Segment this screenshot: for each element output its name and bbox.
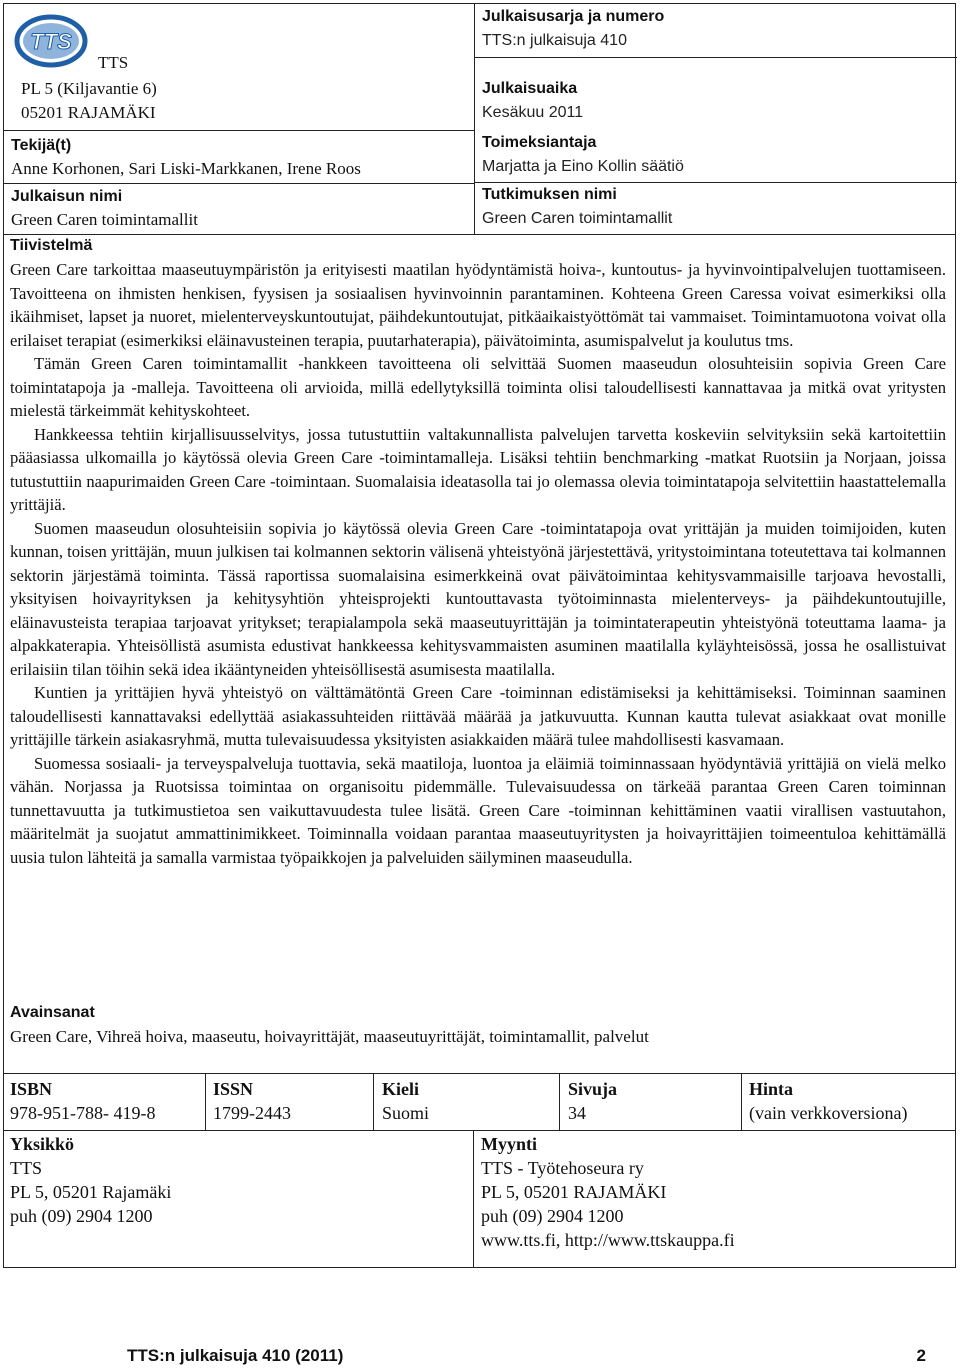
- address-line-1: PL 5 (Kiljavantie 6): [21, 79, 157, 98]
- date-label: Julkaisuaika: [482, 80, 578, 97]
- divider: [3, 130, 475, 131]
- unit-line: puh (09) 2904 1200: [10, 1206, 153, 1226]
- footer-series: TTS:n julkaisuja 410 (2011): [127, 1346, 344, 1365]
- study-name-label: Tutkimuksen nimi: [482, 186, 617, 203]
- page-footer: [0, 1346, 960, 1370]
- info-table: [3, 1073, 956, 1268]
- pages-label: Sivuja: [568, 1079, 618, 1099]
- sales-line: puh (09) 2904 1200: [481, 1206, 624, 1226]
- isbn: 978-951-788- 419-8: [10, 1103, 156, 1123]
- abstract-paragraph: Green Care tarkoittaa maaseutuympäristön ja erityisesti maatilan hyödyntämistä hoiva-, kuntoutus- ja hyvinvointipalvelujen tuottamiseen. Tavoitteena on ihmisten henkisen, fyysisen ja sosiaalisen hyvinvoinnin parantaminen. Kohteena Green Caressa voivat esimerkiksi olla ikäihmiset, lapset ja nuoret, mielenterveyskuntoutujat, päihdekuntoutujat, pitkäaikaistyöttömät tai vammaiset. Toimintamuotona voivat olla erilaiset terapiat (esimerkiksi eläinavusteinen terapia, puutarhaterapia), päivätoiminta, asumispalvelut ja koulutus tms.: [10, 260, 946, 350]
- sales-line: TTS - Työtehoseura ry: [481, 1158, 644, 1178]
- abstract-section: [10, 236, 946, 869]
- divider: [373, 1074, 374, 1131]
- pages: 34: [568, 1103, 586, 1123]
- series: TTS:n julkaisuja 410: [482, 32, 627, 49]
- org-name: TTS: [98, 53, 129, 72]
- divider: [205, 1074, 206, 1131]
- price-label: Hinta: [749, 1079, 794, 1099]
- divider: [475, 182, 957, 183]
- sales-line: PL 5, 05201 RAJAMÄKI: [481, 1182, 667, 1202]
- price: (vain verkkoversiona): [749, 1103, 908, 1123]
- divider: [3, 183, 475, 184]
- abstract-paragraph: Suomessa sosiaali- ja terveyspalveluja tuottavia, sekä maatiloja, luontoa ja eläimiä toiminnassaan hyödyntäviä yrittäjiä on vielä melko vähän. Norjassa ja Ruotsissa toimintaa on organisoitu pidemmälle. Tulevaisuudessa on tärkeää parantaa Green Caren toiminnan tunnettavuutta ja tutkimustietoa sen vaikuttavuudesta tulee lisätä. Green Care -toiminnan kehittäminen vaatii virallisen vastuutahon, määritelmät ja suojatut ammattinimikkeet. Toiminnalla voidaan parantaa maaseutuyritysten ja hoivayrittäjien toimeentuloa kehittämällä uusia tulon lähteitä ja samalla varmistaa työpaikkojen ja palveluiden säilyminen maaseudulla.: [10, 753, 946, 867]
- abstract-paragraph: Hankkeessa tehtiin kirjallisuusselvitys, jossa tutustuttiin valtakunnallista palvelujen tarvetta koskeviin selvityksiin sekä kartoitettiin pääasiassa ulkomailla jo käytössä olevia Green Care -toimintamalleja. Lisäksi tehtiin benchmarking -matkat Ruotsiin ja Norjaan, joissa tutustuttiin naapurimaiden Green Care -toimintaan. Suomalaisia ideatasolla tai jo olemassa olevia toimintatapoja selvitettiin haastattelemalla yrittäjiä.: [10, 424, 946, 514]
- header-left: [3, 3, 475, 235]
- abstract-title: Tiivistelmä: [10, 237, 93, 254]
- unit-label: Yksikkö: [10, 1134, 75, 1154]
- svg-text:TTS: TTS: [30, 29, 72, 54]
- abstract-paragraph: Kuntien ja yrittäjien hyvä yhteistyö on välttämätöntä Green Care -toiminnan edistämiseksi ja kehittämiseksi. Toiminnan saaminen taloudellisesti kannattavaksi edellyttää asiakassuhteiden riittävää määrää ja jatkuvuutta. Kunnan kautta tulevat asiakkaat ovat monille yrittäjille tärkein asiakasryhmä, mutta tulevaisuudessa yksityisten asiakkaiden määrä tulee mahdollisesti kasvamaan.: [10, 683, 946, 749]
- abstract-paragraph: Tämän Green Caren toimintamallit -hankkeen tavoitteena oli selvittää Suomen maaseudun olosuhteisiin sopivia Green Care toimintatapoja ja -malleja. Tavoitteena oli arvioida, millä edellytyksillä toiminta olisi taloudellisesti kannattavaa ja mitkä ovat yritysten mielestä tärkeimmät kehityskohteet.: [10, 354, 946, 420]
- unit-line: TTS: [10, 1158, 43, 1178]
- publication-name-label: Julkaisun nimi: [11, 188, 123, 205]
- header-right: [474, 3, 956, 235]
- tts-logo: [13, 9, 93, 69]
- publication-name: Green Caren toimintamallit: [11, 210, 198, 229]
- sales-label: Myynti: [481, 1134, 537, 1154]
- language: Suomi: [382, 1103, 430, 1123]
- divider: [3, 1130, 956, 1131]
- divider: [473, 1130, 474, 1268]
- date: Kesäkuu 2011: [482, 104, 584, 121]
- divider: [741, 1074, 742, 1131]
- sales-line[interactable]: www.tts.fi, http://www.ttskauppa.fi: [481, 1230, 735, 1250]
- divider: [559, 1074, 560, 1131]
- language-label: Kieli: [382, 1079, 419, 1099]
- authors-label: Tekijä(t): [11, 137, 72, 154]
- page-number: 2: [916, 1346, 926, 1365]
- authors: Anne Korhonen, Sari Liski-Markkanen, Irene Roos: [11, 159, 361, 178]
- keywords-title: Avainsanat: [10, 1004, 95, 1021]
- commissioner-label: Toimeksiantaja: [482, 134, 597, 151]
- isbn-label: ISBN: [10, 1079, 53, 1099]
- issn-label: ISSN: [213, 1079, 254, 1099]
- series-label: Julkaisusarja ja numero: [482, 8, 665, 25]
- unit-line: PL 5, 05201 Rajamäki: [10, 1182, 172, 1202]
- study-name: Green Caren toimintamallit: [482, 210, 673, 227]
- divider: [3, 234, 956, 235]
- issn: 1799-2443: [213, 1103, 291, 1123]
- keywords-text: Green Care, Vihreä hoiva, maaseutu, hoivayrittäjät, maaseutuyrittäjät, toimintamallit, palvelut: [10, 1027, 649, 1046]
- address-line-2: 05201 RAJAMÄKI: [21, 103, 156, 122]
- commissioner: Marjatta ja Eino Kollin säätiö: [482, 158, 684, 175]
- abstract-paragraph: Suomen maaseudun olosuhteisiin sopivia jo käytössä olevia Green Care -toimintatapoja ovat yrittäjän ja muiden toimijoiden, kuten kunnan, toisen yrittäjän, muun julkisen tai kolmannen sektorin välisenä yhteistyönä järjestettävä, yritystoimintana toteutettava tai kolmannen sektorin järjestämä toiminta. Tässä raportissa suomalaisina esimerkkeinä ovat päivätoimintaa kehitysvammaisille tarjoava hevostalli, yksityisen hoivayrityksen ja kehitysyhtiön yhteisprojekti kuntouttavasta työtoiminnasta mielenterveys- ja päihdekuntoutujille, eläinavusteista terapiaa tarjoavat yritykset; terapialampola sekä maaseutuyrittäjän ja toimintaterapeutin yhteistyönä toteuttama laama- ja alpakkaterapia. Yhteisöllistä asumista edustivat hankkeessa kehitysvammaisten asuminen maatilalla kyläyhteisössä, jossa he osallistuivat erilaisiin tilan töihin sekä idea ikääntyneiden yhteisöllisestä asumisesta maatilalla.: [10, 518, 946, 679]
- divider: [475, 57, 957, 58]
